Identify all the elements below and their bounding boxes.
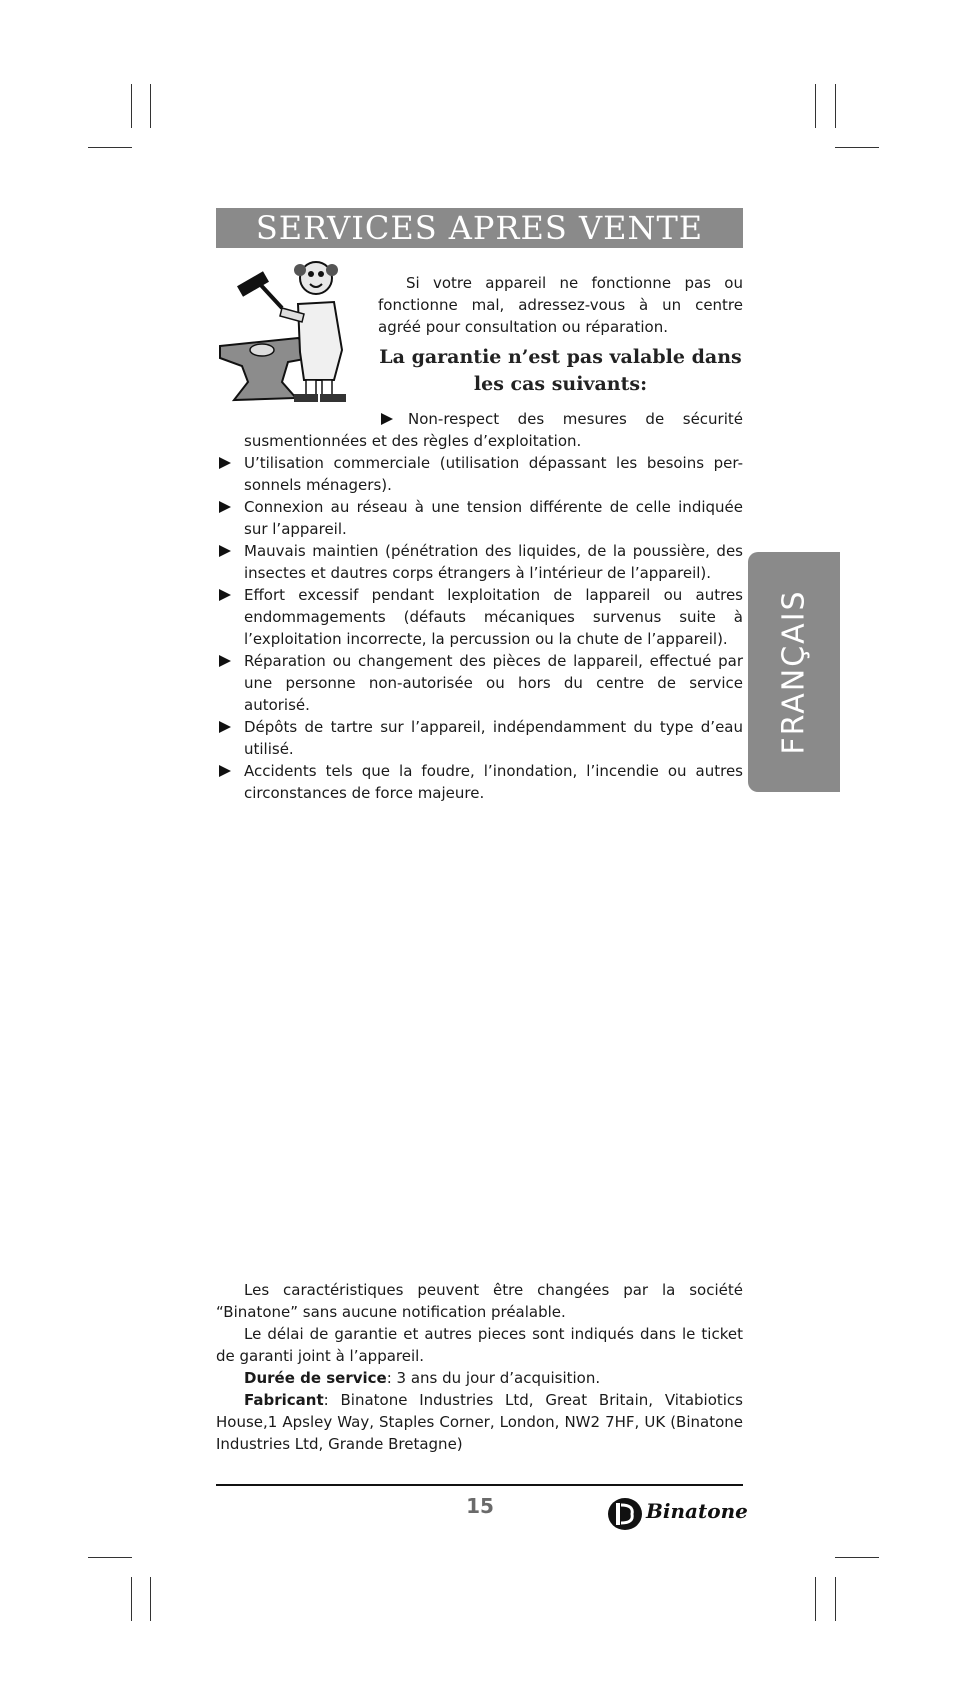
section-title: SERVICES APRES VENTE (216, 208, 743, 248)
list-item-text: Accidents tels que la foudre, l’inondation, l’incendie ou autres circonstances de force majeure. (244, 762, 743, 802)
note-paragraph: Le délai de garantie et autres pieces sont indiqués dans le ticket de garanti joint à l’appareil. (216, 1325, 743, 1365)
list-item-text: Dépôts de tartre sur l’appareil, indépendamment du type d’eau utilisé. (244, 718, 743, 758)
language-tab (748, 552, 840, 792)
intro-paragraph: Si votre appareil ne fonctionne pas ou fonctionne mal, adressez-vous à un centre agréé pour consultation ou réparation. (378, 274, 743, 336)
service-life-paragraph (216, 1367, 743, 1389)
list-item-text: Réparation ou changement des pièces de lappareil, effectué par une personne non-autorisée ou hors du centre de service autorisé. (244, 652, 743, 714)
list-item (216, 650, 743, 716)
service-life-label: Durée de service (244, 1369, 387, 1387)
manufacturer-label: Fabricant (244, 1391, 324, 1409)
crop-mark (835, 1577, 836, 1621)
bullet-arrow-icon (219, 457, 231, 469)
crop-mark (835, 147, 879, 148)
list-item (216, 760, 743, 804)
repairman-illustration (212, 254, 372, 406)
crop-mark (150, 84, 151, 128)
footer-notes (216, 1279, 743, 1455)
crop-mark (815, 1577, 816, 1621)
manufacturer-paragraph (216, 1389, 743, 1455)
language-tab-label: FRANÇAIS (776, 589, 812, 755)
note-paragraph: Les caractéristiques peuvent être changées par la société “Binatone” sans aucune notification préalable. (216, 1281, 743, 1321)
binatone-logo-icon (606, 1495, 644, 1533)
warranty-subtitle-line: La garantie n’est pas valable dans (379, 346, 742, 368)
page-number: 15 (466, 1494, 494, 1518)
list-item (216, 496, 743, 540)
bullet-arrow-icon (219, 589, 231, 601)
crop-mark (88, 1557, 132, 1558)
crop-mark (88, 147, 132, 148)
crop-mark (815, 84, 816, 128)
service-life-value: : 3 ans du jour d’acquisition. (386, 1369, 601, 1387)
crop-mark (835, 1557, 879, 1558)
list-item (216, 540, 743, 584)
list-item-text: U’tilisation commerciale (utilisation dépassant les besoins per-sonnels ménagers). (244, 454, 743, 494)
list-item-text: Connexion au réseau à une tension différente de celle indiquée sur l’appareil. (244, 498, 743, 538)
warranty-subtitle (378, 344, 743, 398)
bullet-arrow-icon (219, 765, 231, 777)
footer-divider (216, 1484, 743, 1486)
warranty-exclusions-list (216, 408, 743, 804)
brand-logo (606, 1495, 746, 1533)
crop-mark (150, 1577, 151, 1621)
list-item (216, 584, 743, 650)
crop-mark (131, 84, 132, 128)
list-item (216, 452, 743, 496)
list-item-text: Mauvais maintien (pénétration des liquides, de la poussière, des insectes et dautres corps étrangers à l’intérieur de l’appareil). (244, 542, 743, 582)
manufacturer-value: : Binatone Industries Ltd, Great Britain, Vitabiotics House,1 Apsley Way, Staples Corner, London, NW2 7HF, UK (Binatone Industries Ltd, Grande Bretagne) (216, 1391, 743, 1453)
bullet-arrow-icon (219, 545, 231, 557)
list-item (216, 716, 743, 760)
list-item-text: Effort excessif pendant lexploitation de lappareil ou autres endommagements (défauts mécaniques survenus suite à l’exploitation incorrecte, la percussion ou la chute de l’appareil). (244, 586, 743, 648)
crop-mark (835, 84, 836, 128)
bullet-arrow-icon (381, 413, 393, 425)
warranty-subtitle-line: les cas suivants: (473, 373, 648, 395)
list-item (216, 408, 743, 452)
bullet-arrow-icon (219, 655, 231, 667)
crop-mark (131, 1577, 132, 1621)
bullet-arrow-icon (219, 501, 231, 513)
brand-name: Binatone (646, 1499, 748, 1523)
list-item-text: Non-respect des mesures de sécurité susmentionnées et des règles d’exploitation. (244, 410, 743, 450)
bullet-arrow-icon (219, 721, 231, 733)
